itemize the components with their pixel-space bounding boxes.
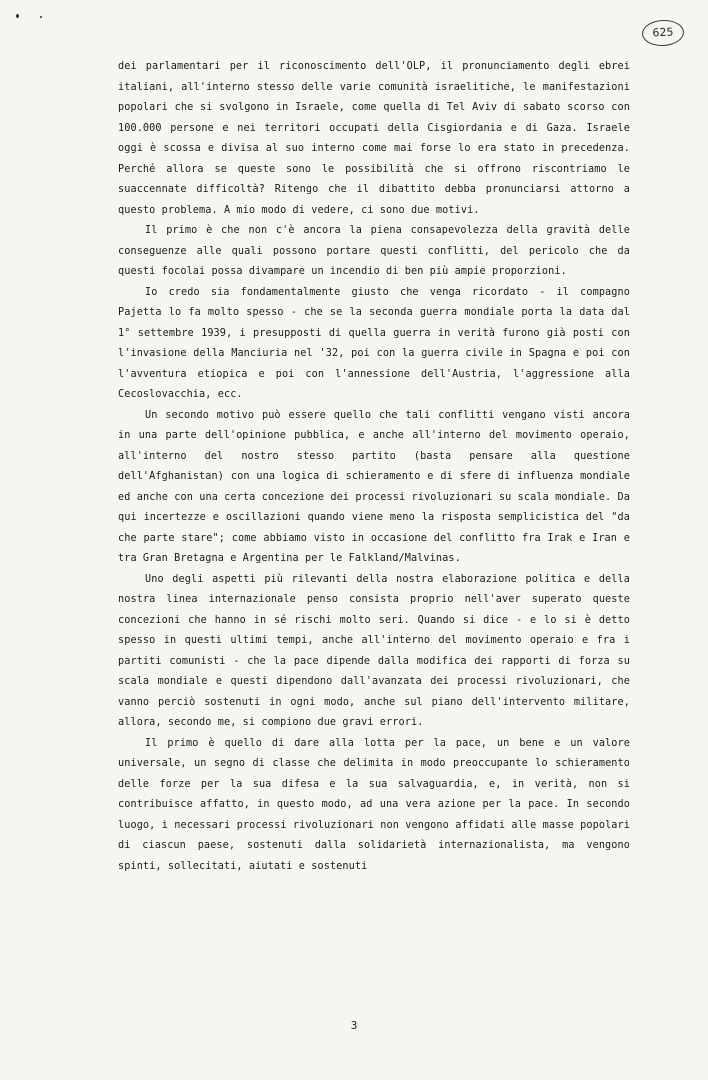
paragraph: Un secondo motivo può essere quello che tali conflitti vengano visti ancora in una parte dell'opinione pubblica, e anche all'interno del movimento operaio, all'interno del nostro stesso partito (basta pensare alla questione dell'Afghanistan) con una logica di schieramento e di sfere di influenza mondiale ed anche con una certa concezione dei processi rivoluzionari su scala mondiale. Da qui incertezze e oscillazioni quando viene meno la risposta semplicistica del "da che parte stare"; come abbiamo visto in occasione del conflitto fra Irak e Iran e tra Gran Bretagna e Argentina per le Falkland/Malvinas.	[118, 409, 630, 564]
archive-stamp: 625	[641, 19, 684, 47]
typewritten-body	[118, 57, 630, 877]
paragraph: dei parlamentari per il riconoscimento dell'OLP, il pronunciamento degli ebrei italiani, all'interno stesso delle varie comunità israelitiche, le manifestazioni popolari che si svolgono in Israele, come quella di Tel Aviv di sabato scorso con 100.000 persone e nei territori occupati della Cisgiordania e di Gaza. Israele oggi è scossa e divisa al suo interno come mai forse lo era stato in precedenza. Perché allora se queste sono le possibilità che si offrono riscontriamo le suaccennate difficoltà? Ritengo che il dibattito debba pronunciarsi attorno a questo problema. A mio modo di vedere, ci sono due motivi.	[118, 61, 630, 216]
ink-speck	[40, 16, 42, 18]
ink-speck	[16, 14, 19, 18]
paragraph: Io credo sia fondamentalmente giusto che venga ricordato - il compagno Pajetta lo fa molto spesso - che se la seconda guerra mondiale porta la data dal 1° settembre 1939, i presupposti di quella guerra in verità furono già posti con l'invasione della Manciuria nel '32, poi con la guerra civile in Spagna e poi con l'avventura etiopica e poi con l'annessione dell'Austria, l'aggressione alla Cecoslovacchia, ecc.	[118, 286, 630, 400]
paragraph: Il primo è che non c'è ancora la piena consapevolezza della gravità delle conseguenze alle quali possono portare questi conflitti, del pericolo che da questi focolai possa divampare un incendio di ben più ampie proporzioni.	[118, 225, 630, 277]
page-number: 3	[350, 1019, 358, 1032]
paragraph: Il primo è quello di dare alla lotta per la pace, un bene e un valore universale, un segno di classe che delimita in modo preoccupante lo schieramento delle forze per la sua difesa e la sua salvaguardia, e, in verità, non si contribuisce affatto, in questo modo, ad una vera azione per la pace. In secondo luogo, i necessari processi rivoluzionari non vengono affidati alle masse popolari di ciascun paese, sostenuti dalla solidarietà internazionalista, ma vengono spinti, sollecitati, aiutati e sostenuti	[118, 737, 630, 872]
paragraph: Uno degli aspetti più rilevanti della nostra elaborazione politica e della nostra linea internazionale penso consista proprio nell'aver superato queste concezioni che hanno in sé rischi molto seri. Quando si dice - e lo si è detto spesso in questi ultimi tempi, anche all'interno del movimento operaio e fra i partiti comunisti - che la pace dipende dalla modifica dei rapporti di forza su scala mondiale e questi dipendono dall'avanzata dei processi rivoluzionari, che vanno perciò sostenuti in ogni modo, anche sul piano dell'intervento militare, allora, secondo me, si compiono due gravi errori.	[118, 573, 630, 728]
